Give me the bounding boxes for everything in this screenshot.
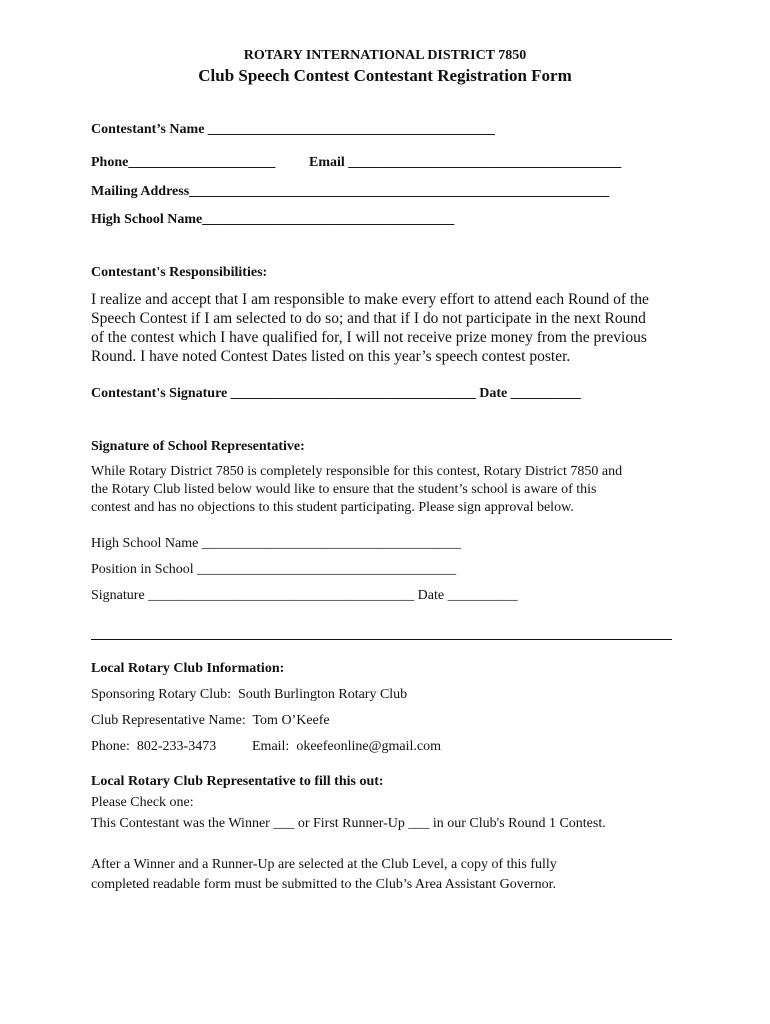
footer-note-line-1: After a Winner and a Runner-Up are selected at the Club Level, a copy of this fully bbox=[91, 857, 557, 872]
club-rep-email: Email: okeefeonline@gmail.com bbox=[252, 739, 441, 754]
school-rep-high-school-field[interactable]: High School Name _____________________________________ bbox=[91, 536, 461, 551]
responsibilities-line-1: I realize and accept that I am responsible to make every effort to attend each Round of the bbox=[91, 291, 649, 308]
responsibilities-line-3: of the contest which I have qualified for, I will not receive prize money from the previous bbox=[91, 329, 647, 346]
email-field[interactable]: Email _______________________________________ bbox=[309, 155, 622, 170]
responsibilities-heading: Contestant's Responsibilities: bbox=[91, 265, 268, 280]
school-rep-line-1: While Rotary District 7850 is completely responsible for this contest, Rotary District 7850 and bbox=[91, 464, 623, 479]
school-rep-line-3: contest and has no objections to this student participating. Please sign approval below. bbox=[91, 500, 574, 515]
check-one-label: Please Check one: bbox=[91, 795, 194, 810]
district-heading: ROTARY INTERNATIONAL DISTRICT 7850 bbox=[243, 48, 527, 63]
club-info-heading: Local Rotary Club Information: bbox=[91, 661, 285, 676]
sponsoring-club: Sponsoring Rotary Club: South Burlington Rotary Club bbox=[91, 687, 408, 702]
high-school-name-field[interactable]: High School Name____________________________________ bbox=[91, 212, 455, 227]
responsibilities-line-2: Speech Contest if I am selected to do so; and that if I do not participate in the next Round bbox=[91, 310, 646, 327]
section-divider bbox=[91, 639, 672, 640]
form-title: Club Speech Contest Contestant Registration Form bbox=[198, 66, 572, 85]
contestant-signature-field[interactable]: Contestant's Signature ___________________________________ Date __________ bbox=[91, 386, 581, 401]
responsibilities-line-4: Round. I have noted Contest Dates listed on this year’s speech contest poster. bbox=[91, 348, 571, 365]
footer-note-line-2: completed readable form must be submitted to the Club’s Area Assistant Governor. bbox=[91, 877, 557, 892]
winner-runner-up-check-line[interactable]: This Contestant was the Winner ___ or First Runner-Up ___ in our Club's Round 1 Contest. bbox=[91, 816, 606, 831]
phone-field[interactable]: Phone_____________________ bbox=[91, 155, 276, 170]
club-rep-phone: Phone: 802-233-3473 bbox=[91, 739, 217, 754]
school-rep-position-field[interactable]: Position in School _____________________________________ bbox=[91, 562, 457, 577]
school-rep-line-2: the Rotary Club listed below would like to ensure that the student’s school is aware of this bbox=[91, 482, 597, 497]
school-rep-signature-field[interactable]: Signature ______________________________________ Date __________ bbox=[91, 588, 518, 603]
school-rep-heading: Signature of School Representative: bbox=[91, 439, 305, 454]
mailing-address-field[interactable]: Mailing Address____________________________________________________________ bbox=[91, 184, 610, 199]
contestant-name-field[interactable]: Contestant’s Name _________________________________________ bbox=[91, 122, 495, 137]
club-rep-name: Club Representative Name: Tom O’Keefe bbox=[91, 713, 330, 728]
club-rep-heading: Local Rotary Club Representative to fill this out: bbox=[91, 774, 384, 789]
